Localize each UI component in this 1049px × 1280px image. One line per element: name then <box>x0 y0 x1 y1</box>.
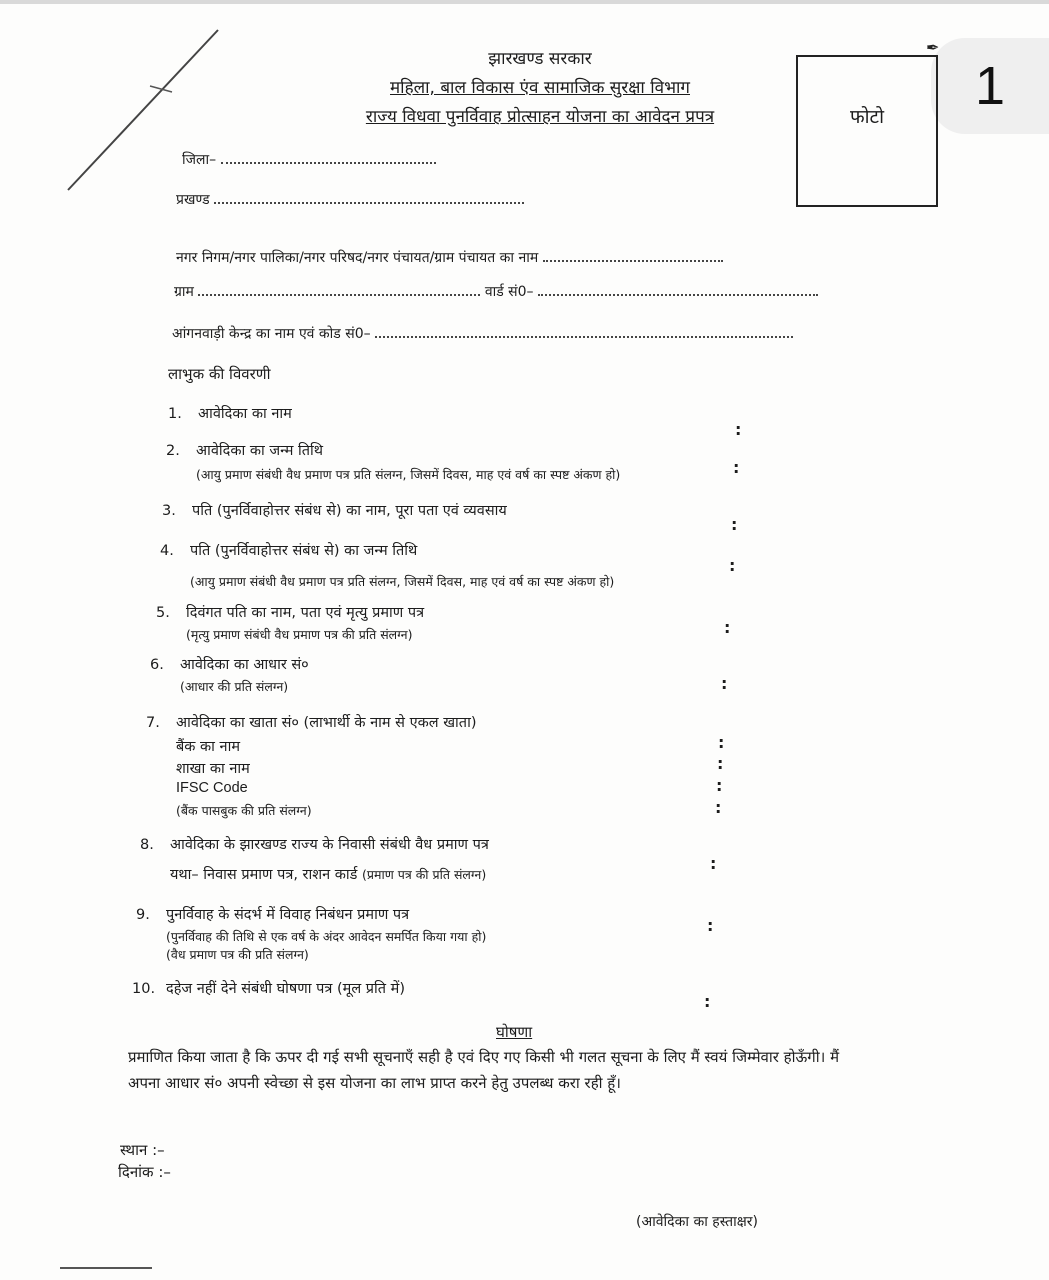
item-label: आवेदिका का आधार सं० <box>180 657 309 673</box>
anganwadi-label: आंगनवाड़ी केन्द्र का नाम एवं कोड सं0– <box>172 326 371 342</box>
page-number-badge <box>931 38 1049 134</box>
item-8 <box>140 834 489 854</box>
item-8-line2 <box>170 864 486 884</box>
item-3-colon: : <box>731 515 738 534</box>
item-9 <box>136 904 409 924</box>
item-10-colon: : <box>704 992 711 1011</box>
village-blank <box>198 282 480 296</box>
item-8-colon: : <box>710 854 717 873</box>
item-label: आवेदिका का जन्म तिथि <box>196 443 324 459</box>
declaration-title: घोषणा <box>496 1023 533 1041</box>
item-7-colon-bank: : <box>717 754 724 773</box>
item-label: आवेदिका का नाम <box>198 406 292 422</box>
item-label: दहेज नहीं देने संबंधी घोषणा पत्र (मूल प्रति में) <box>166 981 405 997</box>
item-label: पति (पुनर्विवाहोत्तर संबंध से) का जन्म तिथि <box>190 543 418 559</box>
item-number: 1. <box>168 406 182 422</box>
section-title: लाभुक की विवरणी <box>168 365 271 383</box>
ward-label: वार्ड सं0– <box>484 284 534 300</box>
local-body-field <box>176 248 723 267</box>
village-label: ग्राम <box>174 284 194 300</box>
ward-blank <box>538 282 818 296</box>
block-field <box>176 190 524 209</box>
photo-label: फोटो <box>849 106 885 128</box>
page-number: 1 <box>974 56 1006 116</box>
item-number: 10. <box>132 981 156 997</box>
item-4-colon: : <box>729 556 736 575</box>
item-10 <box>132 978 405 998</box>
item-7-note: (बैंक पासबुक की प्रति संलग्न) <box>176 803 312 818</box>
anganwadi-field <box>172 324 793 343</box>
anganwadi-blank <box>375 324 793 338</box>
item-7-ifsc: IFSC Code <box>176 780 248 796</box>
item-5-note: (मृत्यु प्रमाण संबंधी वैध प्रमाण पत्र की प्रति संलग्न) <box>186 627 413 642</box>
item-number: 2. <box>166 443 180 459</box>
photo-box <box>796 55 938 207</box>
item-5-colon: : <box>724 618 731 637</box>
block-label: प्रखण्ड <box>176 192 210 208</box>
item-8-note: (प्रमाण पत्र की प्रति संलग्न) <box>362 867 487 882</box>
item-label: आवेदिका का खाता सं० (लाभार्थी के नाम से एकल खाता) <box>176 715 477 731</box>
item-7-colon-branch: : <box>716 776 723 795</box>
item-9-note2: (वैध प्रमाण पत्र की प्रति संलग्न) <box>166 947 309 962</box>
item-1 <box>168 403 292 423</box>
village-field <box>174 282 818 301</box>
item-8-examples: यथा– निवास प्रमाण पत्र, राशन कार्ड <box>170 867 358 883</box>
place-label: स्थान :– <box>120 1141 165 1159</box>
item-label: पुनर्विवाह के संदर्भ में विवाह निबंधन प्रमाण पत्र <box>166 907 410 923</box>
item-4 <box>160 540 417 560</box>
item-3 <box>162 500 507 520</box>
item-1-colon: : <box>735 420 742 439</box>
item-2 <box>166 440 323 460</box>
local-body-blank <box>543 248 723 262</box>
item-7-colon-account: : <box>718 733 725 752</box>
form-title: राज्य विधवा पुनर्विवाह प्रोत्साहन योजना का आवेदन प्रपत्र <box>365 107 715 127</box>
item-2-colon: : <box>733 458 740 477</box>
item-2-note: (आयु प्रमाण संबंधी वैध प्रमाण पत्र प्रति संलग्न, जिसमें दिवस, माह एवं वर्ष का स्पष्ट अंकण हो) <box>196 467 621 482</box>
declaration-text: प्रमाणित किया जाता है कि ऊपर दी गई सभी सूचनाएँ सही है एवं दिए गए किसी भी गलत सूचना के लिए मैं स्वयं जिम्मेवार होऊँगी। मैं अपना आधार सं० अपनी स्वेच्छा से इस योजना का लाभ प्राप्त करने हेतु उपलब्ध करा रही हूँ। <box>128 1048 840 1092</box>
item-number: 5. <box>156 605 170 621</box>
district-blank <box>221 150 436 164</box>
item-number: 3. <box>162 503 176 519</box>
item-5 <box>156 602 424 622</box>
government-heading: झारखण्ड सरकार <box>488 49 592 69</box>
item-label: दिवंगत पति का नाम, पता एवं मृत्यु प्रमाण पत्र <box>186 605 425 621</box>
item-number: 8. <box>140 837 154 853</box>
item-9-note: (पुनर्विवाह की तिथि से एक वर्ष के अंदर आवेदन समर्पित किया गया हो) <box>166 929 487 944</box>
item-7-bank: बैंक का नाम <box>176 739 240 755</box>
item-label: पति (पुनर्विवाहोत्तर संबंध से) का नाम, पूरा पता एवं व्यवसाय <box>192 503 507 519</box>
paperclip-icon: ✒ <box>926 38 940 57</box>
block-blank <box>214 190 524 204</box>
item-7-branch: शाखा का नाम <box>176 761 250 777</box>
item-4-note: (आयु प्रमाण संबंधी वैध प्रमाण पत्र प्रति संलग्न, जिसमें दिवस, माह एवं वर्ष का स्पष्ट अंकण हो) <box>190 574 615 589</box>
item-9-colon: : <box>707 916 714 935</box>
item-6 <box>150 654 309 674</box>
item-6-colon: : <box>721 674 728 693</box>
item-7 <box>146 712 476 732</box>
item-6-note: (आधार की प्रति संलग्न) <box>180 679 289 694</box>
item-number: 9. <box>136 907 150 923</box>
item-label: आवेदिका के झारखण्ड राज्य के निवासी संबंधी वैध प्रमाण पत्र <box>170 837 489 853</box>
local-body-label: नगर निगम/नगर पालिका/नगर परिषद/नगर पंचायत/ग्राम पंचायत का नाम <box>176 250 539 266</box>
district-field <box>182 150 436 169</box>
item-number: 6. <box>150 657 164 673</box>
department-heading: महिला, बाल विकास एंव सामाजिक सुरक्षा विभाग <box>390 78 690 98</box>
signature-label: (आवेदिका का हस्ताक्षर) <box>636 1214 758 1230</box>
item-number: 4. <box>160 543 174 559</box>
item-number: 7. <box>146 715 160 731</box>
item-7-colon-ifsc: : <box>715 798 722 817</box>
district-label: जिला– <box>182 152 217 168</box>
date-label: दिनांक :– <box>118 1163 171 1181</box>
